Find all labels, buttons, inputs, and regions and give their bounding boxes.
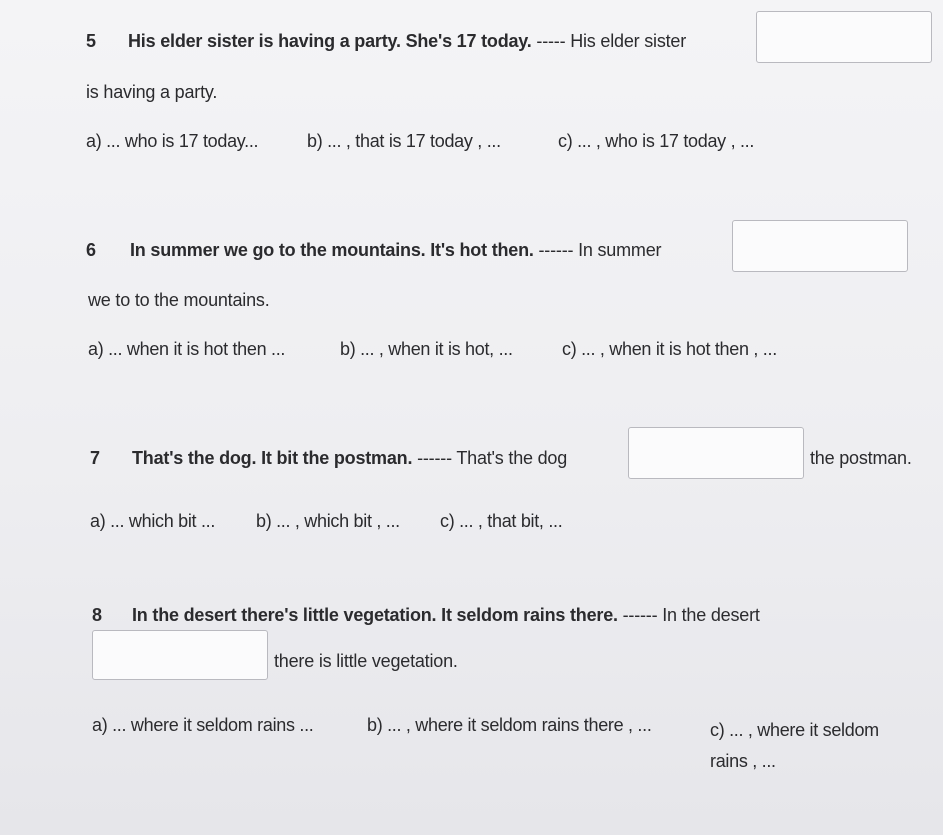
- option-a[interactable]: a) ... who is 17 today...: [86, 131, 259, 151]
- dashes: ------: [538, 240, 574, 260]
- stem-end: the postman.: [810, 448, 912, 468]
- question-prompt: In summer we go to the mountains. It's hot then.: [130, 240, 534, 260]
- dashes: ------: [622, 605, 658, 625]
- question-number: 5: [86, 31, 97, 51]
- option-b[interactable]: b) ... , when it is hot, ...: [340, 339, 513, 359]
- question-number: 6: [86, 240, 97, 260]
- option-b[interactable]: b) ... , which bit , ...: [256, 511, 400, 531]
- question-number: 7: [90, 448, 101, 468]
- option-a[interactable]: a) ... where it seldom rains ...: [92, 715, 314, 735]
- question-prompt-line: [132, 605, 760, 626]
- question-prompt: In the desert there's little vegetation. It seldom rains there.: [132, 605, 618, 625]
- answer-box[interactable]: [756, 11, 932, 63]
- option-a[interactable]: a) ... when it is hot then ...: [88, 339, 286, 359]
- stem-continuation: is having a party.: [86, 82, 218, 102]
- question-prompt-line: [132, 448, 567, 469]
- stem-start: In summer: [578, 240, 662, 260]
- option-a[interactable]: a) ... which bit ...: [90, 511, 216, 531]
- stem-start: His elder sister: [570, 31, 687, 51]
- dashes: -----: [536, 31, 566, 51]
- stem-start: That's the dog: [456, 448, 568, 468]
- question-number: 8: [92, 605, 103, 625]
- answer-box[interactable]: [628, 427, 804, 479]
- stem-continuation: we to to the mountains.: [88, 290, 270, 310]
- option-c[interactable]: c) ... , where it seldom rains , ...: [710, 720, 879, 771]
- stem-continuation: there is little vegetation.: [274, 651, 458, 671]
- question-prompt: His elder sister is having a party. She's 17 today.: [128, 31, 532, 51]
- question-prompt: That's the dog. It bit the postman.: [132, 448, 413, 468]
- option-c[interactable]: c) ... , when it is hot then , ...: [562, 339, 777, 359]
- answer-box[interactable]: [92, 630, 268, 680]
- stem-start: In the desert: [662, 605, 760, 625]
- option-c[interactable]: c) ... , who is 17 today , ...: [558, 131, 755, 151]
- question-prompt-line: [130, 240, 661, 261]
- answer-box[interactable]: [732, 220, 908, 272]
- option-b[interactable]: b) ... , that is 17 today , ...: [307, 131, 501, 151]
- option-b[interactable]: b) ... , where it seldom rains there , ...: [367, 715, 652, 735]
- option-c[interactable]: c) ... , that bit, ...: [440, 511, 563, 531]
- question-prompt-line: [128, 31, 686, 52]
- dashes: ------: [417, 448, 452, 468]
